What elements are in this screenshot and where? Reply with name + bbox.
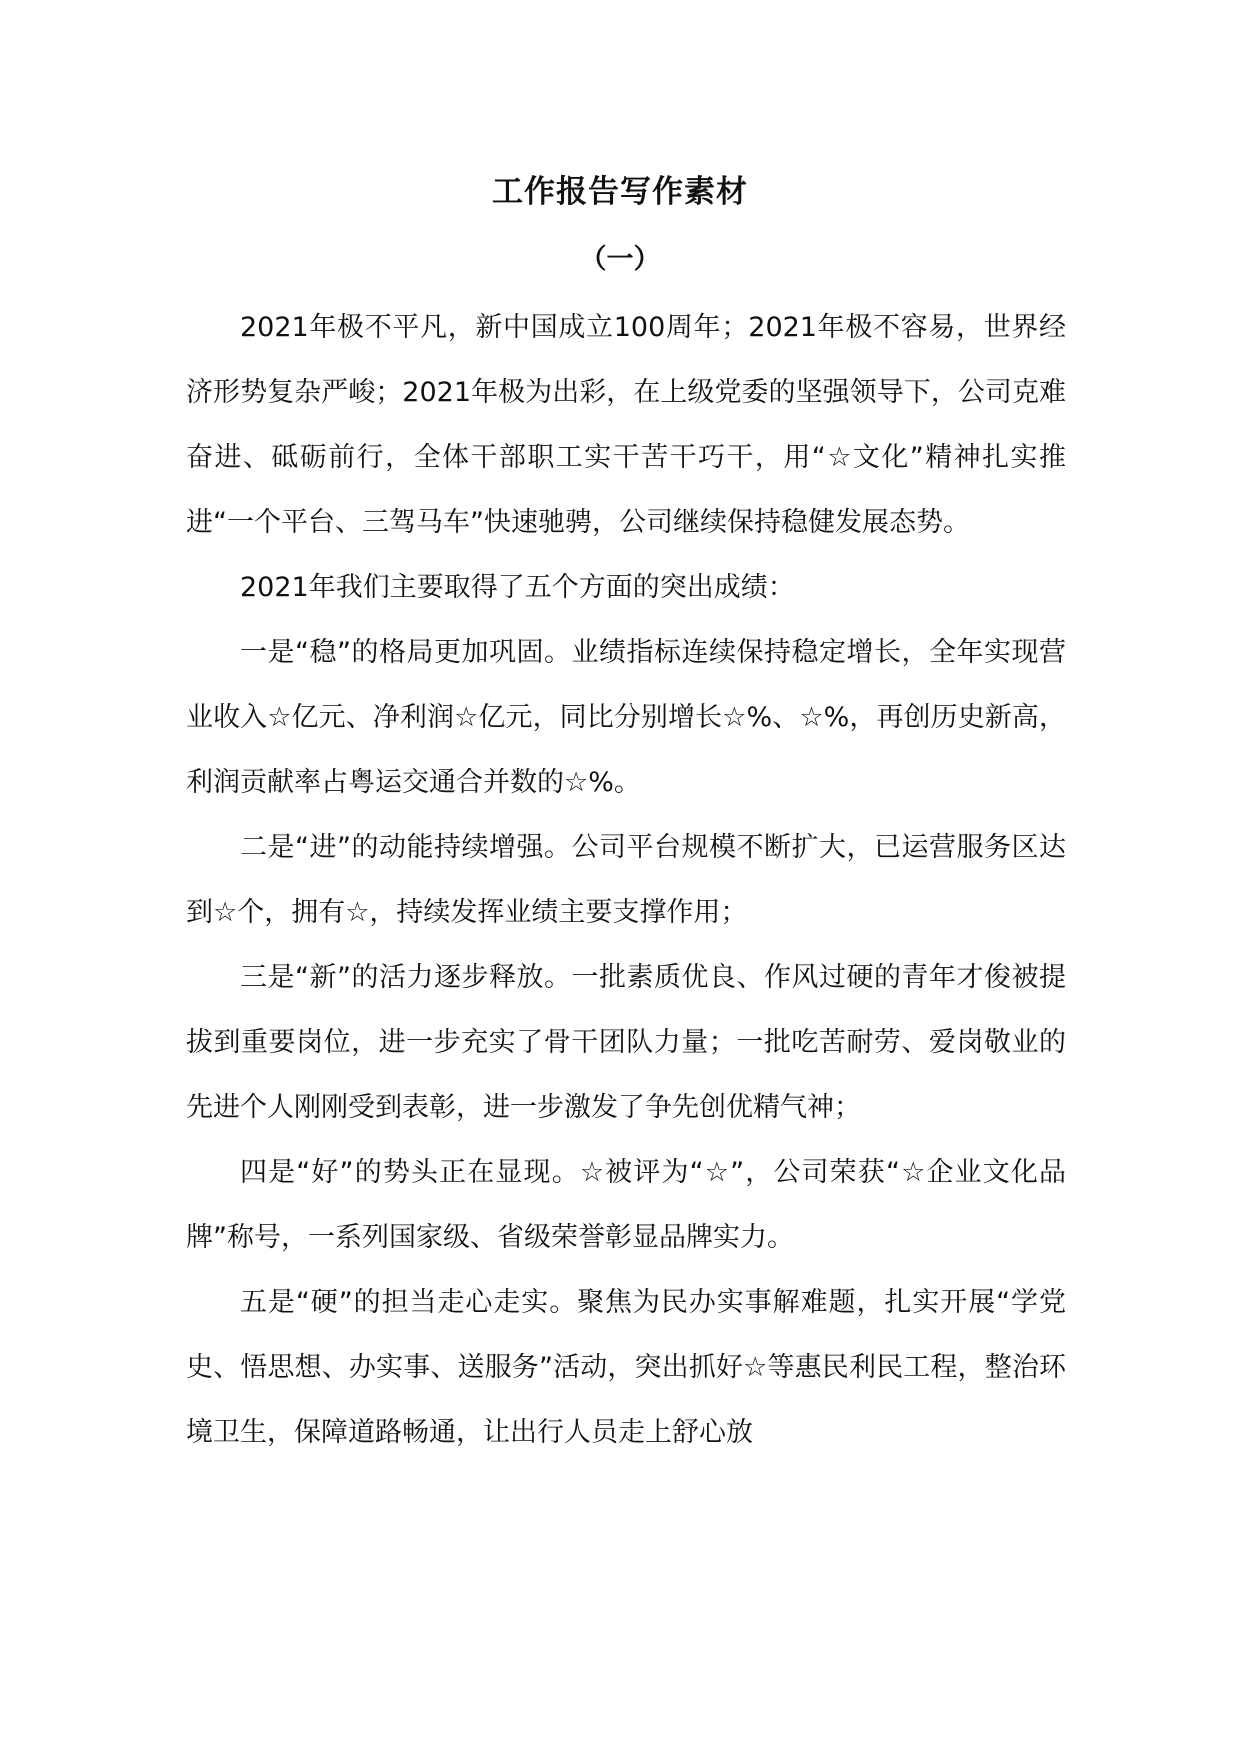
paragraph-achievements-summary: 2021年我们主要取得了五个方面的突出成绩： [240, 572, 795, 603]
document-title: 工作报告写作素材 [492, 174, 748, 210]
document-body [186, 295, 1066, 1465]
paragraph-point-four: 四是“好”的势头正在显现。☆被评为“☆”，公司荣获“☆企业文化品牌”称号，一系列国家级、省级荣誉彰显品牌实力。 [186, 1157, 1066, 1253]
paragraph-point-five: 五是“硬”的担当走心走实。聚焦为民办实事解难题，扎实开展“学党史、悟思想、办实事、送服务”活动，突出抓好☆等惠民利民工程，整治环境卫生，保障道路畅通，让出行人员走上舒心放 [186, 1287, 1066, 1448]
paragraph-point-three: 三是“新”的活力逐步释放。一批素质优良、作风过硬的青年才俊被提拔到重要岗位，进一步充实了骨干团队力量；一批吃苦耐劳、爱岗敬业的先进个人刚刚受到表彰，进一步激发了争先创优精气神； [186, 962, 1066, 1123]
paragraph-point-two: 二是“进”的动能持续增强。公司平台规模不断扩大，已运营服务区达到☆个，拥有☆，持续发挥业绩主要支撑作用； [186, 832, 1066, 928]
section-heading: （一） [579, 244, 661, 275]
paragraph-intro: 2021年极不平凡，新中国成立100周年；2021年极不容易，世界经济形势复杂严峻；2021年极为出彩，在上级党委的坚强领导下，公司克难奋进、砥砺前行，全体干部职工实干苦干巧干，用“☆文化”精神扎实推进“一个平台、三驾马车”快速驰骋，公司继续保持稳健发展态势。 [186, 312, 1066, 538]
paragraph-point-one: 一是“稳”的格局更加巩固。业绩指标连续保持稳定增长，全年实现营业收入☆亿元、净利润☆亿元，同比分别增长☆%、☆%，再创历史新高，利润贡献率占粤运交通合并数的☆%。 [186, 637, 1066, 798]
